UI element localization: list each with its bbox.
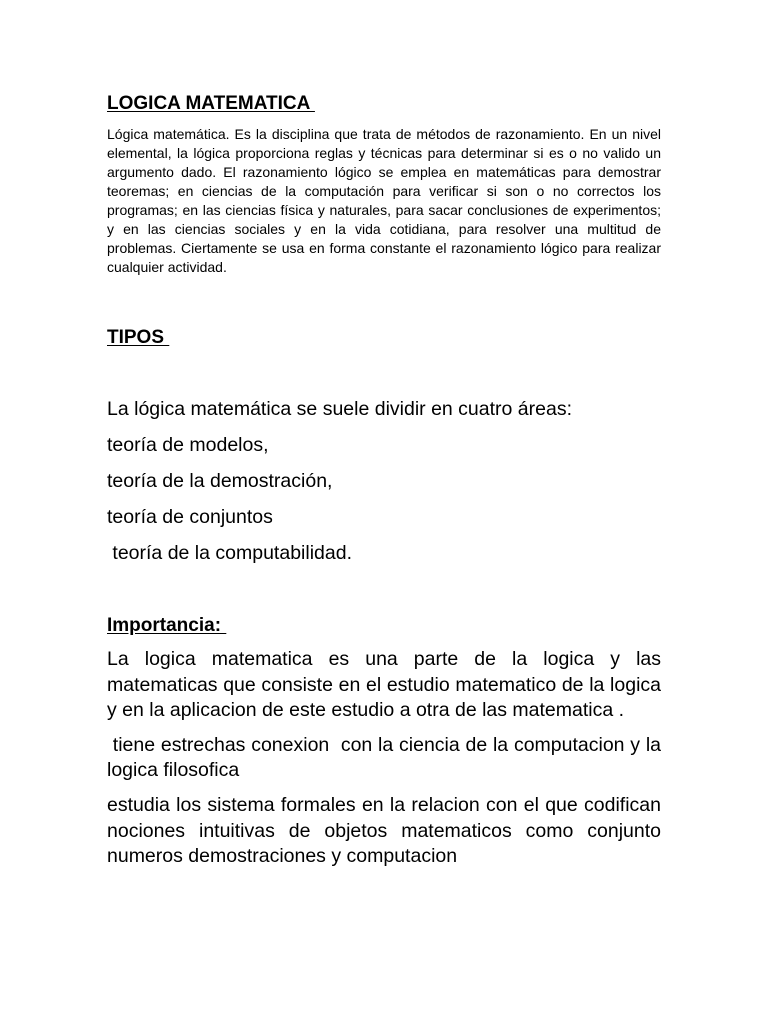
tipo-item-computabilidad: teoría de la computabilidad. [107, 542, 352, 564]
importancia-paragraph-2: tiene estrechas conexion con la ciencia de la computacion y la logica filosofica [107, 733, 667, 782]
tipo-item-conjuntos: teoría de conjuntos [107, 506, 273, 528]
tipos-heading: TIPOS [107, 327, 170, 348]
importancia-heading: Importancia: [107, 615, 227, 636]
intro-paragraph: Lógica matemática. Es la disciplina que trata de métodos de razonamiento. En un nivel elemental, la lógica proporciona reglas y técnicas para determinar si es o no valido un argumento dado. El razonamiento lógico se emplea en matemáticas para demostrar teoremas; en ciencias de la computación para verificar si son o no correctos los programas; en las ciencias física y naturales, para sacar conclusiones de experimentos; y en las ciencias sociales y en la vida cotidiana, para resolver una multitud de problemas. Ciertamente se usa en forma constante el razonamiento lógico para realizar cualquier actividad. [107, 126, 661, 275]
tipo-item-demostracion: teoría de la demostración, [107, 470, 333, 492]
document-page [107, 92, 667, 870]
tipos-lead: La lógica matemática se suele dividir en cuatro áreas: [107, 398, 572, 420]
importancia-paragraph-1: La logica matematica es una parte de la logica y las matematicas que consiste en el estudio matematico de la logica y en la aplicacion de este estudio a otra de las matematica . [107, 648, 667, 722]
tipo-item-modelos: teoría de modelos, [107, 434, 269, 456]
document-title: LOGICA MATEMATICA [107, 93, 315, 114]
importancia-paragraph-3: estudia los sistema formales en la relacion con el que codifican nociones intuitivas de objetos matematicos como conjunto numeros demostraciones y computacion [107, 793, 667, 868]
